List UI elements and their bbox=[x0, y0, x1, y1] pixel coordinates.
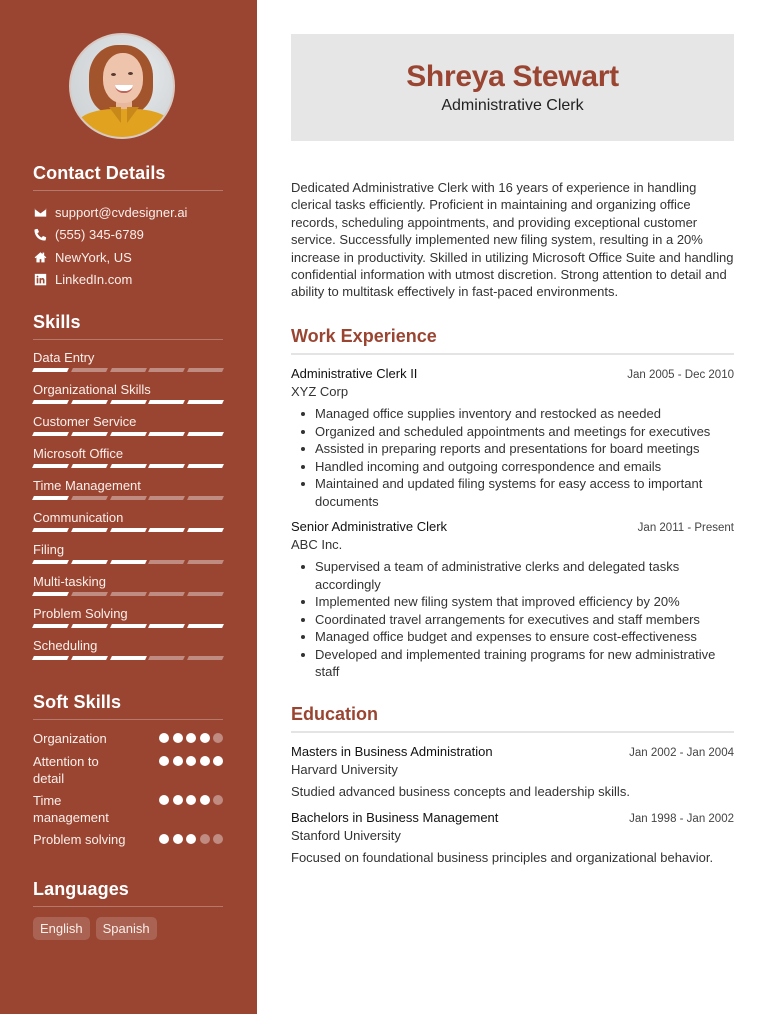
avatar-eye bbox=[111, 73, 116, 76]
job-bullet: Handled incoming and outgoing correspondence and emails bbox=[315, 458, 734, 476]
skill-item bbox=[33, 510, 223, 542]
job-bullet: Maintained and updated filing systems for easy access to important documents bbox=[315, 475, 734, 510]
job-bullet: Supervised a team of administrative clerks and delegated tasks accordingly bbox=[315, 558, 734, 593]
avatar bbox=[69, 33, 175, 139]
rating-dot-filled bbox=[159, 795, 169, 805]
skill-bar-filled bbox=[32, 496, 69, 500]
skill-bar-filled bbox=[110, 528, 147, 532]
skill-item bbox=[33, 638, 223, 670]
skill-name: Time Management bbox=[33, 478, 141, 493]
rating-dot-filled bbox=[186, 733, 196, 743]
education-title: Education bbox=[291, 703, 734, 733]
rating-dot-filled bbox=[200, 756, 210, 766]
contact-title: Contact Details bbox=[33, 162, 223, 191]
skill-item bbox=[33, 542, 223, 574]
skill-bar-filled bbox=[71, 464, 108, 468]
profile-summary: Dedicated Administrative Clerk with 16 years of experience in handling clerical tasks efficiently. Proficient in maintaining and organizing office records, scheduling appointments, and providing exceptional customer service. Successfully implemented new filing system, resulting in a 20% increase in productivity. Skilled in utilizing Microsoft Office Suite and handling confidential information with utmost discretion. Strong attention to detail and ability to multitask effectively in fast-paced environments. bbox=[291, 180, 734, 300]
job-bullet: Implemented new filing system that improved efficiency by 20% bbox=[315, 593, 734, 611]
rating-dot-filled bbox=[173, 733, 183, 743]
avatar-eye bbox=[128, 72, 133, 75]
education-dates: Jan 1998 - Jan 2002 bbox=[629, 813, 734, 825]
skill-bar-filled bbox=[110, 400, 147, 404]
rating-dot-empty bbox=[213, 834, 223, 844]
rating-dot-filled bbox=[173, 795, 183, 805]
job-entry bbox=[291, 518, 734, 681]
skill-bar-empty bbox=[148, 656, 185, 660]
skill-level-meter bbox=[33, 368, 223, 372]
avatar-collar bbox=[127, 107, 139, 123]
job-company: XYZ Corp bbox=[291, 384, 349, 399]
soft-skill-rating bbox=[159, 730, 223, 743]
rating-dot-filled bbox=[186, 795, 196, 805]
skill-bar-empty bbox=[187, 592, 224, 596]
skill-bar-empty bbox=[110, 592, 147, 596]
skill-level-meter bbox=[33, 464, 223, 468]
rating-dot-filled bbox=[186, 756, 196, 766]
rating-dot-filled bbox=[173, 834, 183, 844]
candidate-name: Shreya Stewart bbox=[406, 60, 619, 93]
skill-name: Customer Service bbox=[33, 414, 137, 429]
job-role: Administrative Clerk II bbox=[291, 366, 418, 381]
skill-bar-filled bbox=[187, 400, 224, 404]
job-company: ABC Inc. bbox=[291, 537, 343, 552]
contact-phone[interactable] bbox=[33, 224, 223, 247]
rating-dot-empty bbox=[213, 733, 223, 743]
candidate-title: Administrative Clerk bbox=[441, 97, 584, 114]
skill-bar-filled bbox=[71, 400, 108, 404]
job-dates: Jan 2005 - Dec 2010 bbox=[627, 369, 734, 381]
job-bullets bbox=[291, 405, 734, 510]
skill-item bbox=[33, 574, 223, 606]
soft-skill-item bbox=[33, 831, 223, 851]
degree: Masters in Business Administration bbox=[291, 744, 493, 759]
contact-linkedin-text: LinkedIn.com bbox=[55, 272, 133, 288]
skill-level-meter bbox=[33, 528, 223, 532]
languages-title: Languages bbox=[33, 878, 223, 907]
skill-bar-filled bbox=[32, 592, 69, 596]
contact-location-text: NewYork, US bbox=[55, 249, 132, 265]
avatar-collar bbox=[109, 107, 121, 123]
skill-bar-empty bbox=[148, 368, 185, 372]
education-entry bbox=[291, 743, 734, 800]
skill-bar-filled bbox=[110, 560, 147, 564]
skill-bar-filled bbox=[32, 528, 69, 532]
envelope-icon bbox=[33, 205, 47, 219]
skill-bar-filled bbox=[148, 624, 185, 628]
skill-level-meter bbox=[33, 432, 223, 436]
job-bullet: Managed office budget and expenses to ensure cost-effectiveness bbox=[315, 628, 734, 646]
soft-skill-rating bbox=[159, 831, 223, 844]
skill-bar-empty bbox=[71, 592, 108, 596]
school: Stanford University bbox=[291, 828, 401, 843]
skills-list bbox=[33, 350, 223, 670]
skill-bar-empty bbox=[148, 560, 185, 564]
skill-item bbox=[33, 382, 223, 414]
job-bullet: Organized and scheduled appointments and meetings for executives bbox=[315, 423, 734, 441]
education-entry bbox=[291, 809, 734, 866]
skill-bar-empty bbox=[187, 368, 224, 372]
skill-level-meter bbox=[33, 656, 223, 660]
skill-item bbox=[33, 478, 223, 510]
skill-bar-filled bbox=[32, 400, 69, 404]
rating-dot-filled bbox=[186, 834, 196, 844]
skill-bar-filled bbox=[187, 624, 224, 628]
sidebar bbox=[0, 0, 257, 1014]
language-chip: English bbox=[33, 917, 90, 940]
languages-list bbox=[33, 917, 223, 940]
job-role: Senior Administrative Clerk bbox=[291, 519, 448, 534]
job-bullet: Assisted in preparing reports and presentations for board meetings bbox=[315, 440, 734, 458]
rating-dot-filled bbox=[200, 795, 210, 805]
rating-dot-filled bbox=[213, 756, 223, 766]
avatar-shirt bbox=[77, 109, 171, 139]
education-dates: Jan 2002 - Jan 2004 bbox=[629, 747, 734, 759]
skill-name: Microsoft Office bbox=[33, 446, 124, 461]
skill-bar-filled bbox=[32, 624, 69, 628]
work-experience-title: Work Experience bbox=[291, 325, 734, 355]
soft-skills-list bbox=[33, 730, 223, 851]
soft-skill-name: Organization bbox=[33, 731, 107, 746]
skill-bar-filled bbox=[148, 528, 185, 532]
contact-location bbox=[33, 246, 223, 269]
soft-skill-name: Attention to detail bbox=[33, 754, 99, 786]
skill-level-meter bbox=[33, 560, 223, 564]
skill-bar-filled bbox=[110, 432, 147, 436]
skill-bar-empty bbox=[187, 656, 224, 660]
language-chip: Spanish bbox=[96, 917, 157, 940]
skill-bar-filled bbox=[148, 432, 185, 436]
school: Harvard University bbox=[291, 762, 398, 777]
skill-level-meter bbox=[33, 624, 223, 628]
contact-email[interactable] bbox=[33, 201, 223, 224]
skill-bar-empty bbox=[71, 368, 108, 372]
skill-bar-empty bbox=[187, 496, 224, 500]
home-icon bbox=[33, 250, 47, 264]
skill-level-meter bbox=[33, 592, 223, 596]
rating-dot-filled bbox=[159, 834, 169, 844]
skill-bar-filled bbox=[187, 464, 224, 468]
job-bullet: Managed office supplies inventory and restocked as needed bbox=[315, 405, 734, 423]
skill-bar-filled bbox=[187, 432, 224, 436]
education-description: Focused on foundational business principles and organizational behavior. bbox=[291, 850, 714, 865]
rating-dot-empty bbox=[200, 834, 210, 844]
skills-title: Skills bbox=[33, 311, 223, 340]
soft-skill-name: Time management bbox=[33, 793, 109, 825]
education-section bbox=[291, 703, 734, 875]
skill-bar-empty bbox=[187, 560, 224, 564]
skill-bar-filled bbox=[71, 528, 108, 532]
skill-bar-filled bbox=[148, 400, 185, 404]
rating-dot-filled bbox=[200, 733, 210, 743]
avatar-face bbox=[103, 53, 143, 103]
skill-bar-filled bbox=[110, 624, 147, 628]
soft-skill-item bbox=[33, 792, 223, 831]
contact-section bbox=[33, 162, 223, 291]
rating-dot-filled bbox=[159, 756, 169, 766]
skill-bar-filled bbox=[32, 464, 69, 468]
skill-bar-filled bbox=[71, 432, 108, 436]
contact-linkedin[interactable] bbox=[33, 269, 223, 292]
phone-icon bbox=[33, 228, 47, 242]
skill-name: Organizational Skills bbox=[33, 382, 151, 397]
rating-dot-filled bbox=[159, 733, 169, 743]
soft-skill-item bbox=[33, 730, 223, 753]
soft-skill-item bbox=[33, 753, 223, 792]
job-bullet: Coordinated travel arrangements for executives and staff members bbox=[315, 611, 734, 629]
soft-skill-rating bbox=[159, 792, 223, 805]
skill-bar-filled bbox=[110, 656, 147, 660]
skill-bar-empty bbox=[110, 368, 147, 372]
soft-skills-section bbox=[33, 691, 223, 851]
skill-bar-filled bbox=[187, 528, 224, 532]
skill-name: Communication bbox=[33, 510, 124, 525]
skill-bar-filled bbox=[148, 464, 185, 468]
languages-section bbox=[33, 878, 223, 940]
skill-bar-empty bbox=[148, 496, 185, 500]
skill-item bbox=[33, 446, 223, 478]
skill-bar-filled bbox=[71, 560, 108, 564]
rating-dot-filled bbox=[173, 756, 183, 766]
work-experience-section bbox=[291, 325, 734, 689]
education-description: Studied advanced business concepts and leadership skills. bbox=[291, 784, 630, 799]
skill-bar-empty bbox=[71, 496, 108, 500]
skill-item bbox=[33, 350, 223, 382]
skill-bar-empty bbox=[110, 496, 147, 500]
job-dates: Jan 2011 - Present bbox=[637, 522, 734, 534]
skill-item bbox=[33, 414, 223, 446]
job-bullets bbox=[291, 558, 734, 681]
skill-bar-filled bbox=[32, 432, 69, 436]
contact-email-text: support@cvdesigner.ai bbox=[55, 204, 188, 220]
soft-skill-rating bbox=[159, 753, 223, 766]
name-header bbox=[291, 34, 734, 141]
soft-skill-name: Problem solving bbox=[33, 832, 126, 847]
skill-name: Filing bbox=[33, 542, 65, 557]
skill-name: Problem Solving bbox=[33, 606, 128, 621]
skill-name: Scheduling bbox=[33, 638, 98, 653]
job-entry bbox=[291, 365, 734, 510]
rating-dot-empty bbox=[213, 795, 223, 805]
contact-phone-text: (555) 345-6789 bbox=[55, 227, 144, 243]
skill-bar-filled bbox=[71, 656, 108, 660]
skill-bar-empty bbox=[148, 592, 185, 596]
skill-bar-filled bbox=[71, 624, 108, 628]
linkedin-icon bbox=[33, 273, 47, 287]
job-bullet: Developed and implemented training programs for new administrative staff bbox=[315, 646, 734, 681]
degree: Bachelors in Business Management bbox=[291, 810, 499, 825]
skills-section bbox=[33, 311, 223, 670]
skill-item bbox=[33, 606, 223, 638]
soft-skills-title: Soft Skills bbox=[33, 691, 223, 720]
skill-bar-filled bbox=[110, 464, 147, 468]
skill-bar-filled bbox=[32, 368, 69, 372]
skill-bar-filled bbox=[32, 560, 69, 564]
skill-level-meter bbox=[33, 496, 223, 500]
skill-name: Data Entry bbox=[33, 350, 95, 365]
skill-name: Multi-tasking bbox=[33, 574, 106, 589]
skill-level-meter bbox=[33, 400, 223, 404]
skill-bar-filled bbox=[32, 656, 69, 660]
